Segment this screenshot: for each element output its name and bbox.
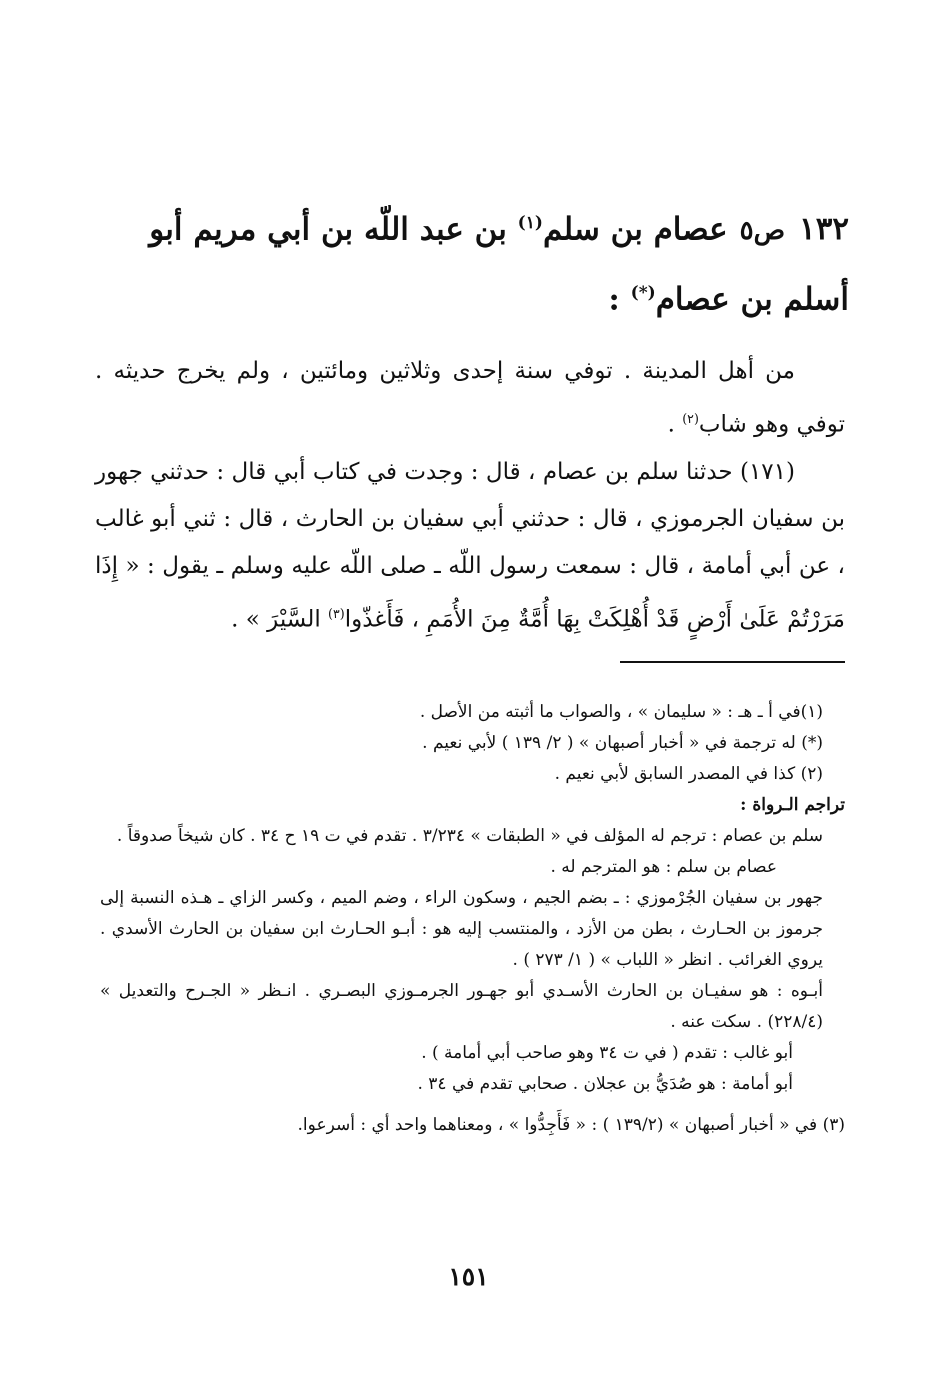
heading-colon: :: [608, 281, 631, 318]
entry-name-part1: عصام بن سلم: [542, 211, 728, 248]
narrator-father: أبـوه : هو سفيـان بن الحارث الأسـدي أبو جهـور الجرمـوزي البصـري . انـظر « الجـرح والتعديل » (٢٢٨/٤) . سكت عنه .: [100, 981, 823, 1032]
hadith-end: السَّيْرَ » .: [231, 606, 329, 633]
footnotes-section: [100, 697, 845, 1141]
footnote-marker-2[interactable]: (٢): [682, 411, 699, 426]
narrator-abu-umama: أبو أمامة : هو صُدَيُّ بن عجلان . صحابي تقدم في ٣٤ .: [417, 1074, 793, 1094]
footnote-3: (٣) في « أخبار أصبهان » (١٣٩/٢ ) : « فَأَجِدُّوا » ، ومعناهما واحد أي : أسرعوا.: [297, 1115, 845, 1135]
narrator-jahwar: جهور بن سفيان الجُرْموزي : ـ بضم الجيم ، وسكون الراء ، وضم الميم ، وكسر الزاي ـ هـذه النسبة إلى جرموز بن الحـارث ، بطن من الأزد ، والمنتسب إليه هو : أبـو الحـارث ابن سفيان بن الحارث الأسدي . يروي الغرائب . انظر « اللباب » ( ١/ ٢٧٣ ) .: [100, 888, 823, 970]
footnote-marker-star[interactable]: (*): [630, 283, 656, 304]
hadith-paragraph: [95, 449, 845, 644]
biography-text: من أهل المدينة . توفي سنة إحدى وثلاثين ومائتين ، ولم يخرج حديثه . توفي وهو شاب: [95, 358, 845, 438]
footnote-divider: [620, 661, 845, 663]
main-text: [95, 348, 845, 643]
hadith-text: (١٧١) حدثنا سلم بن عصام ، قال : وجدت في كتاب أبي قال : حدثني جهور بن سفيان الجرموزي ، قال : حدثني أبي سفيان بن الحارث ، قال : ثني أبو غالب ، عن أبي أمامة ، قال : سمعت رسول اللّه ـ صلى اللّه عليه وسلم ـ يقول : « إِذَا مَرَرْتُمْ عَلَىٰ أَرْضٍ قَدْ أُهْلِكَتْ بِهَا أُمَّةٌ مِنَ الأُمَمِ ، فَأَغذّوا: [95, 458, 845, 633]
page-number: ١٥١: [448, 1262, 489, 1291]
narrators-title: تراجم الـرواة :: [740, 795, 845, 815]
biography-end: .: [667, 411, 683, 438]
narrator-abu-ghalib: أبو غالب : تقدم ( في ت ٣٤ وهو صاحب أبي أمامة ) .: [421, 1043, 793, 1063]
footnote-1: (١)في أ ـ هـ : « سليمان » ، والصواب ما أثبته من الأصل .: [419, 702, 823, 722]
footnote-2: (٢) كذا في المصدر السابق لأبي نعيم .: [554, 764, 823, 784]
footnote-marker-3[interactable]: (٣): [328, 605, 345, 621]
entry-number: ١٣٢: [799, 211, 849, 248]
biography-paragraph: [95, 348, 845, 449]
narrator-salm: سلم بن عصام : ترجم له المؤلف في « الطبقات » ٣/٢٣٤ . تقدم في ت ١٩ ح ٣٤ . كان شيخاً صدوقاً .: [116, 826, 823, 846]
source-symbol: ص٥: [739, 216, 786, 247]
narrator-issam: عصام بن سلم : هو المترجم له .: [550, 857, 777, 877]
footnote-marker-1[interactable]: (١): [517, 213, 543, 233]
entry-heading: [100, 192, 849, 331]
footnote-star: (*) له ترجمة في « أخبار أصبهان » ( ٢/ ١٣٩ ) لأبي نعيم .: [422, 733, 823, 753]
entry-name-part2: بن عبد اللّه بن أبي مريم أبو أسلم بن عصام: [149, 211, 849, 318]
